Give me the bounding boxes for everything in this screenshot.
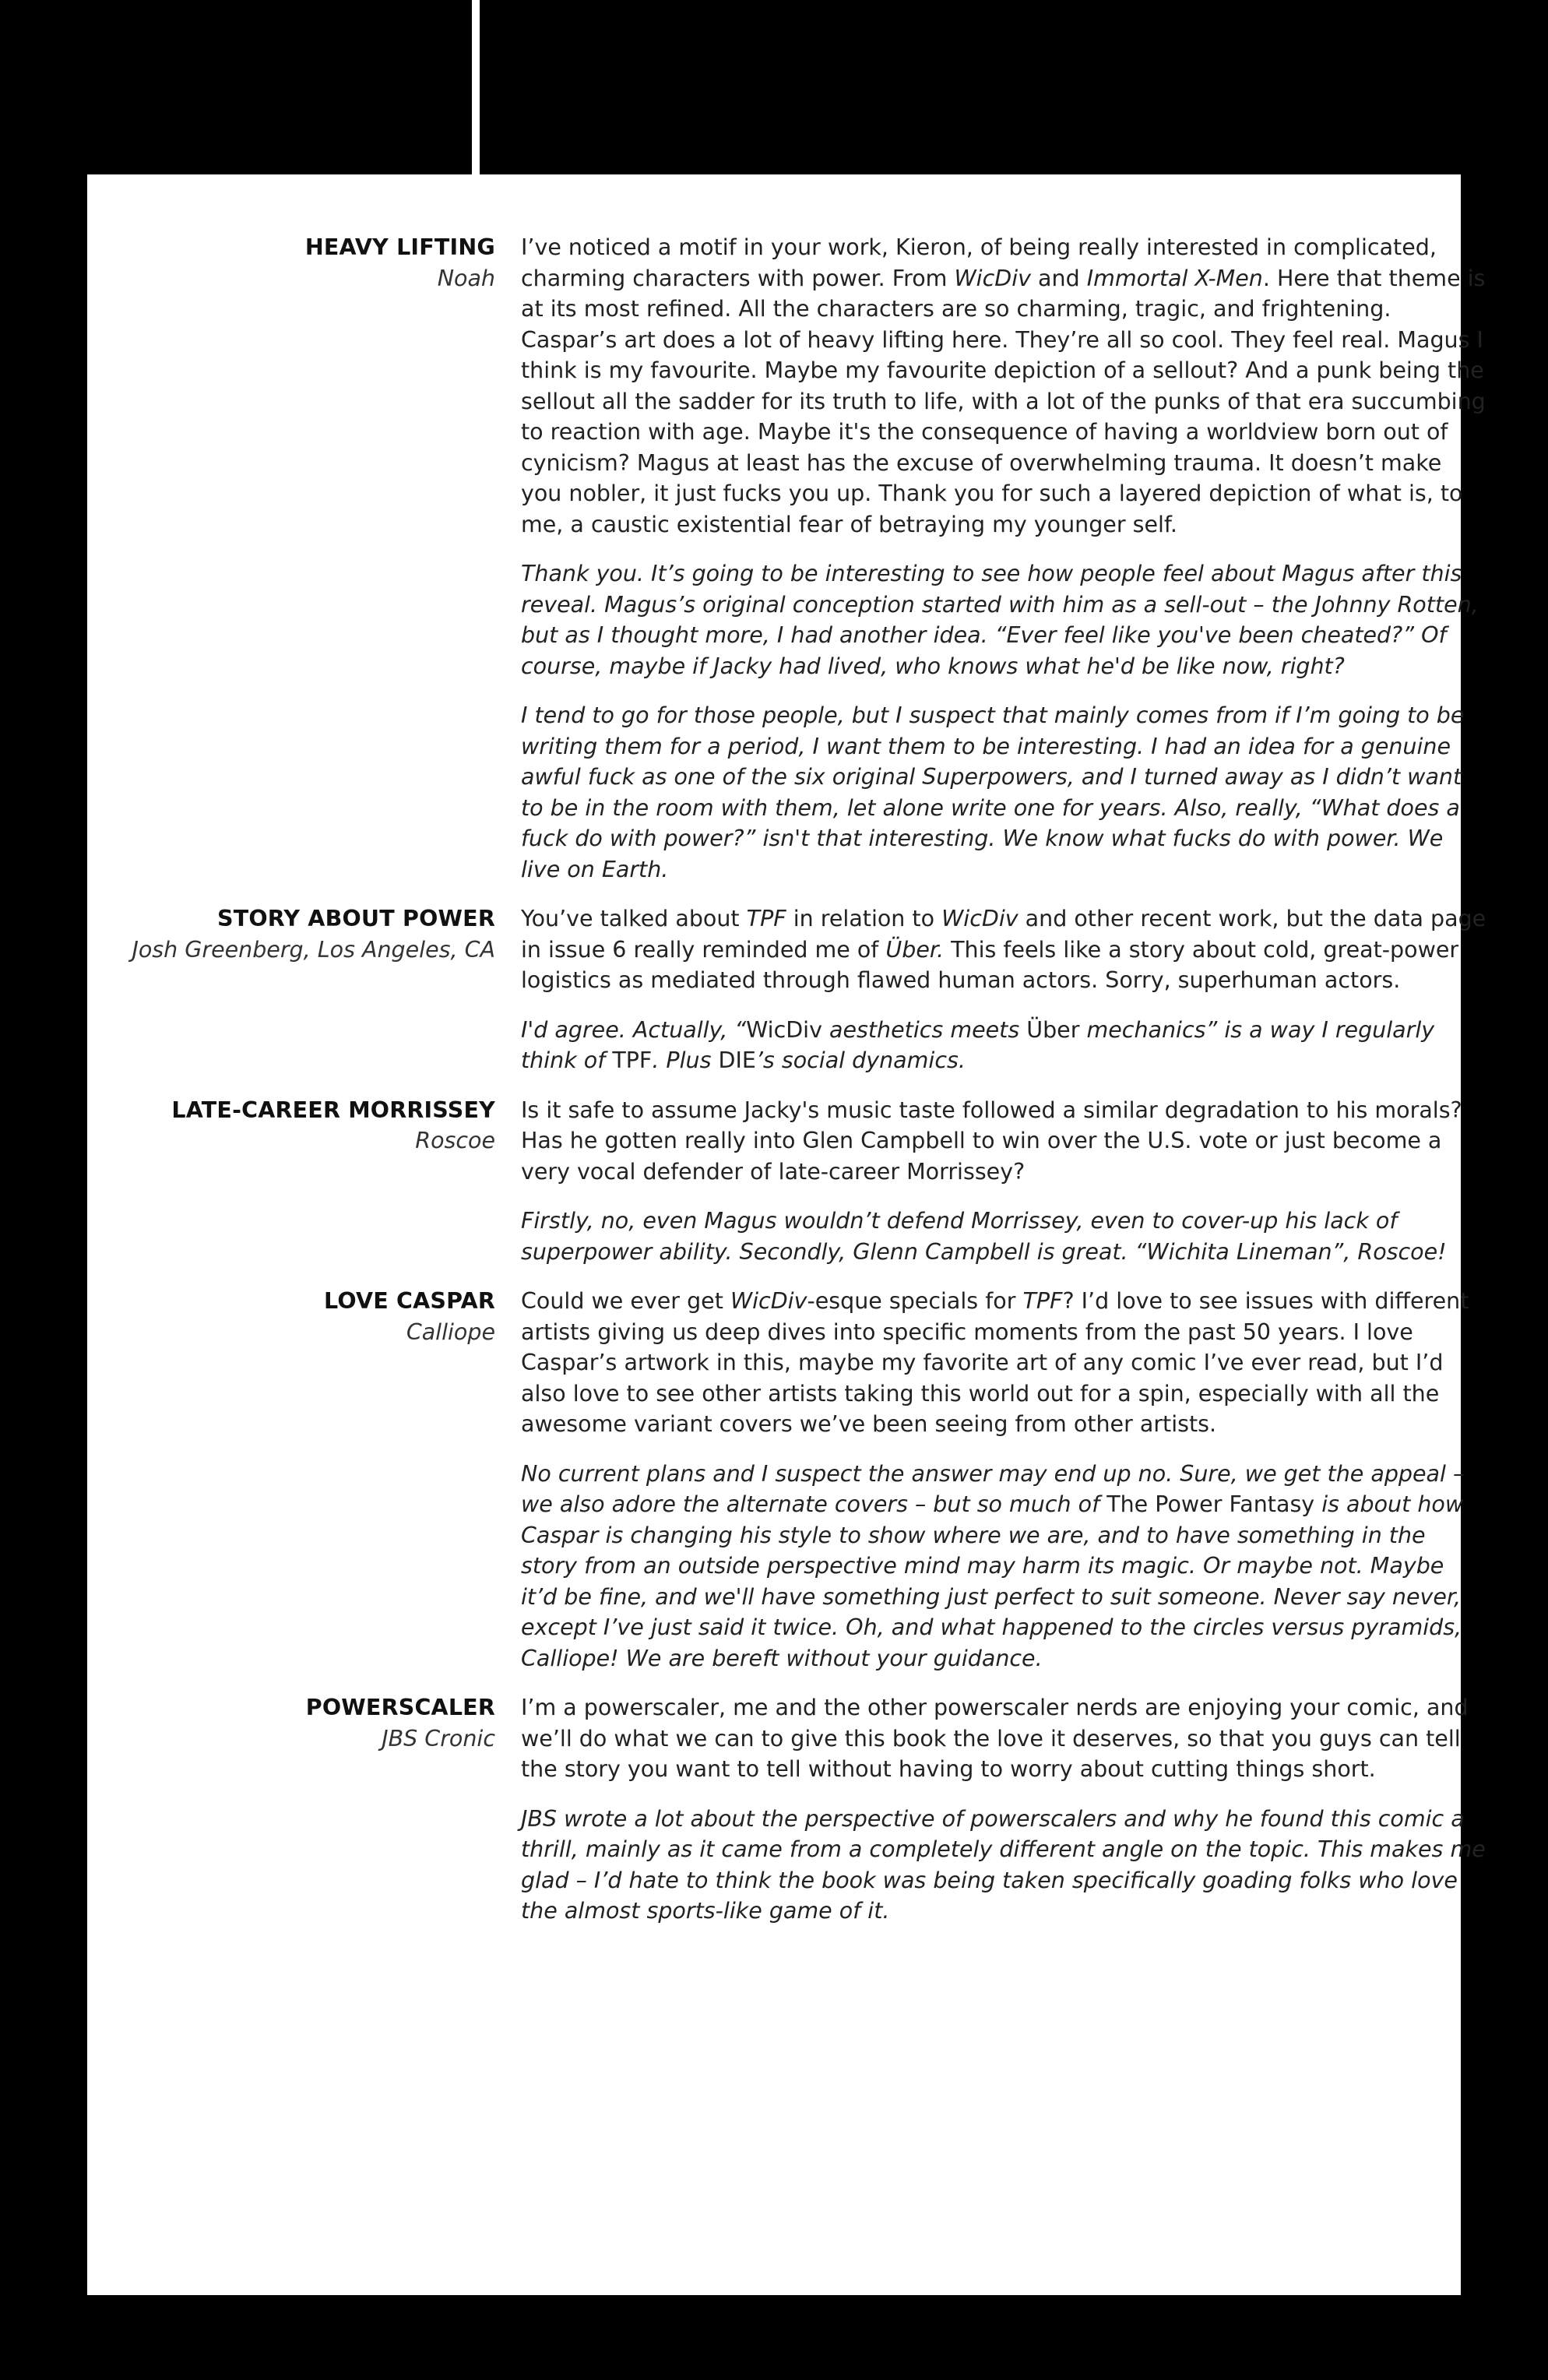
title-reference: TPF [612, 1047, 653, 1073]
letter-meta [87, 232, 495, 294]
writer-answer: JBS wrote a lot about the perspective of powerscalers and why he found this comic a thrill, mainly as it came from a completely different angle on the topic. This makes me glad – I’d hate to think the book was being taken specifically goading folks who love the almost sports-like game of it. [521, 1805, 1486, 1924]
writer-answer: I'd agree. Actually, “WicDiv aesthetics meets Über mechanics” is a way I regularly think of TPF. Plus DIE’s social dynamics. [521, 1016, 1435, 1073]
writer-answer: Thank you. It’s going to be interesting to see how people feel about Magus after this reveal. Magus’s original conception started with him as a sell-out – the Johnny Rotten, but as I thought more, I had another idea. “Ever feel like you've been cheated?” Of course, maybe if Jacky had lived, who knows what he'd be like now, right? [521, 561, 1479, 679]
top-divider-bar [472, 0, 480, 174]
reader-question: Could we ever get WicDiv-esque specials for TPF? I’d love to see issues with different artists giving us deep dives into specific moments from the past 50 years. I love Caspar’s artwork in this, maybe my favorite art of any comic I’ve ever read, but I’d also love to see other artists taking this world out for a spin, especially with all the awesome variant covers we’ve been seeing from other artists. [521, 1288, 1469, 1437]
writer-answer: I tend to go for those people, but I suspect that mainly comes from if I’m going to be writing them for a period, I want them to be interesting. I had an idea for a genuine awful fuck as one of the six original Superpowers, and I turned away as I didn’t want to be in the room with them, let alone write one for years. Also, really, “What does a fuck do with power?” isn't that interesting. We know what fucks do with power. We live on Earth. [521, 702, 1465, 882]
title-reference: Über. [885, 936, 945, 963]
title-reference: TPF [1022, 1288, 1063, 1314]
letter-late-career-morrissey [87, 1095, 1461, 1268]
letters-page [87, 174, 1486, 2295]
letter-author: JBS Cronic [382, 1725, 495, 1752]
title-reference: Immortal X-Men [1086, 265, 1263, 291]
writer-answer: No current plans and I suspect the answer may end up no. Sure, we get the appeal – we also adore the alternate covers – but so much of The Power Fantasy is about how Caspar is changing his style to show where we are, and to have something in the story from an outside perspective mind may harm its magic. Or maybe not. Maybe it’d be fine, and we'll have something just perfect to suit someone. Never say never, except I’ve just said it twice. Oh, and what happened to the circles versus pyramids, Calliope! We are bereft without your guidance. [521, 1460, 1465, 1671]
letter-author: Josh Greenberg, Los Angeles, CA [132, 936, 495, 963]
letter-story-about-power [87, 903, 1486, 1076]
title-reference: WicDiv [941, 906, 1019, 931]
title-reference: Über [1026, 1016, 1080, 1043]
title-reference: TPF [746, 906, 786, 931]
letters-column [87, 232, 1486, 1945]
letter-meta [87, 903, 495, 965]
letter-meta [87, 1692, 495, 1754]
letter-topic: LATE-CAREER MORRISSEY [171, 1097, 495, 1123]
reader-question: Is it safe to assume Jacky's music taste followed a similar degradation to his morals? Has he gotten really into Glen Campbell to win over the U.S. vote or just become a very vocal defender of late-career Morrissey? [521, 1097, 1462, 1185]
letter-body [521, 1095, 1486, 1268]
letter-body [521, 232, 1486, 885]
reader-question: You’ve talked about TPF in relation to WicDiv and other recent work, but the data page in issue 6 really reminded me of Über. This feels like a story about cold, great-power logistics as mediated through flawed human actors. Sorry, superhuman actors. [521, 906, 1486, 993]
reader-question: I’m a powerscaler, me and the other powerscaler nerds are enjoying your comic, and we’ll do what we can to give this book the love it deserves, so that you guys can tell the story you want to tell without having to worry about cutting things short. [521, 1695, 1469, 1782]
letter-topic: LOVE CASPAR [323, 1288, 495, 1314]
title-reference: DIE [718, 1047, 756, 1073]
title-reference: The Power Fantasy [1106, 1491, 1315, 1517]
letter-heavy-lifting [87, 232, 1486, 885]
letter-meta [87, 1095, 495, 1157]
letter-body [521, 1692, 1486, 1927]
title-reference: WicDiv [954, 265, 1031, 291]
letter-love-caspar [87, 1286, 1469, 1674]
letter-topic: STORY ABOUT POWER [216, 906, 495, 931]
letter-body [521, 903, 1486, 1076]
title-reference: WicDiv [730, 1288, 807, 1314]
letter-topic: HEAVY LIFTING [304, 234, 495, 260]
writer-answer: Firstly, no, even Magus wouldn’t defend Morrissey, even to cover-up his lack of superpower ability. Secondly, Glenn Campbell is great. “Wichita Lineman”, Roscoe! [521, 1208, 1447, 1265]
letter-meta [87, 1286, 495, 1347]
reader-question: I’ve noticed a motif in your work, Kieron, of being really interested in complicated, charming characters with power. From WicDiv and Immortal X-Men. Here that theme is at its most refined. All the characters are so charming, tragic, and frightening. Caspar’s art does a lot of heavy lifting here. They’re all so cool. They feel real. Magus I think is my favourite. Maybe my favourite depiction of a sellout? And a punk being the sellout all the sadder for its truth to life, with a lot of the punks of that era succumbing to reaction with age. Maybe it's the consequence of having a worldview born out of cynicism? Magus at least has the excuse of overwhelming trauma. It doesn’t make you nobler, it just fucks you up. Thank you for such a layered depiction of what is, to me, a caustic existential fear of betraying my younger self. [521, 234, 1486, 537]
letter-body [521, 1286, 1486, 1674]
letter-author: Calliope [406, 1319, 495, 1345]
title-reference: WicDiv [746, 1016, 822, 1043]
letter-author: Roscoe [415, 1128, 495, 1153]
letter-topic: POWERSCALER [305, 1695, 495, 1720]
letter-author: Noah [437, 265, 495, 291]
letter-powerscaler [87, 1692, 1486, 1927]
